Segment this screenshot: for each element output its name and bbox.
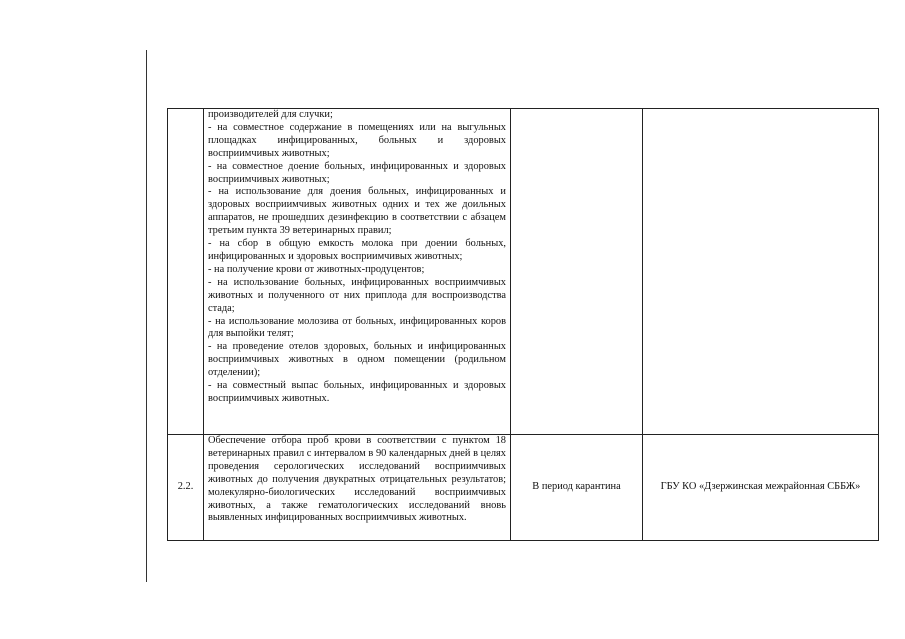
term-cell: В период карантина [511,435,643,541]
responsible-cell: ГБУ КО «Дзержинская межрайонная СББЖ» [643,435,879,541]
measure-line: - на получение крови от животных-продуцентов; [208,263,425,275]
measure-line: - на использование молозива от больных, инфицированных коров для выпойки телят; [208,315,506,340]
page-binding-line [146,50,147,582]
measure-text-cell [204,109,511,435]
row-number-cell-empty [168,109,204,435]
measure-text-cell: Обеспечение отбора проб крови в соответствии с пунктом 18 ветеринарных правил с интервалом в 90 календарных дней в целях проведения серологических исследований восприимчивых животных до получения двукратных отрицательных результатов; молекулярно-биологических исследований восприимчивых животных, а также гематологических исследований вновь выявленных инфицированных восприимчивых животных. [204,435,511,541]
row-number-cell: 2.2. [168,435,204,541]
measure-line: - на совместное доение больных, инфицированных и здоровых восприимчивых животных; [208,160,506,185]
measure-line: - на проведение отелов здоровых, больных и инфицированных восприимчивых животных в одном помещении (родильном отделении); [208,341,506,379]
measure-line: производителей для случки; [208,109,333,120]
measures-table [167,108,879,541]
table-row-continued [168,109,879,435]
responsible-cell-empty [643,109,879,435]
measure-line: - на использование для доения больных, инфицированных и здоровых восприимчивых животных одних и тех же доильных аппаратов, не прошедших дезинфекцию в соответствии с абзацем третьим пункта 39 ветеринарных правил; [208,186,506,237]
term-cell-empty [511,109,643,435]
measure-line: - на совместный выпас больных, инфицированных и здоровых восприимчивых животных. [208,380,506,404]
measure-line: - на совместное содержание в помещениях или на выгульных площадках инфицированных, больных и здоровых восприимчивых животных; [208,121,506,159]
measure-line: - на сбор в общую емкость молока при доении больных, инфицированных и здоровых восприимчивых животных; [208,238,506,262]
measure-line: - на использование больных, инфицированных восприимчивых животных и полученного от них приплода для воспроизводства стада; [208,276,506,314]
table-row-2-2 [168,435,879,541]
